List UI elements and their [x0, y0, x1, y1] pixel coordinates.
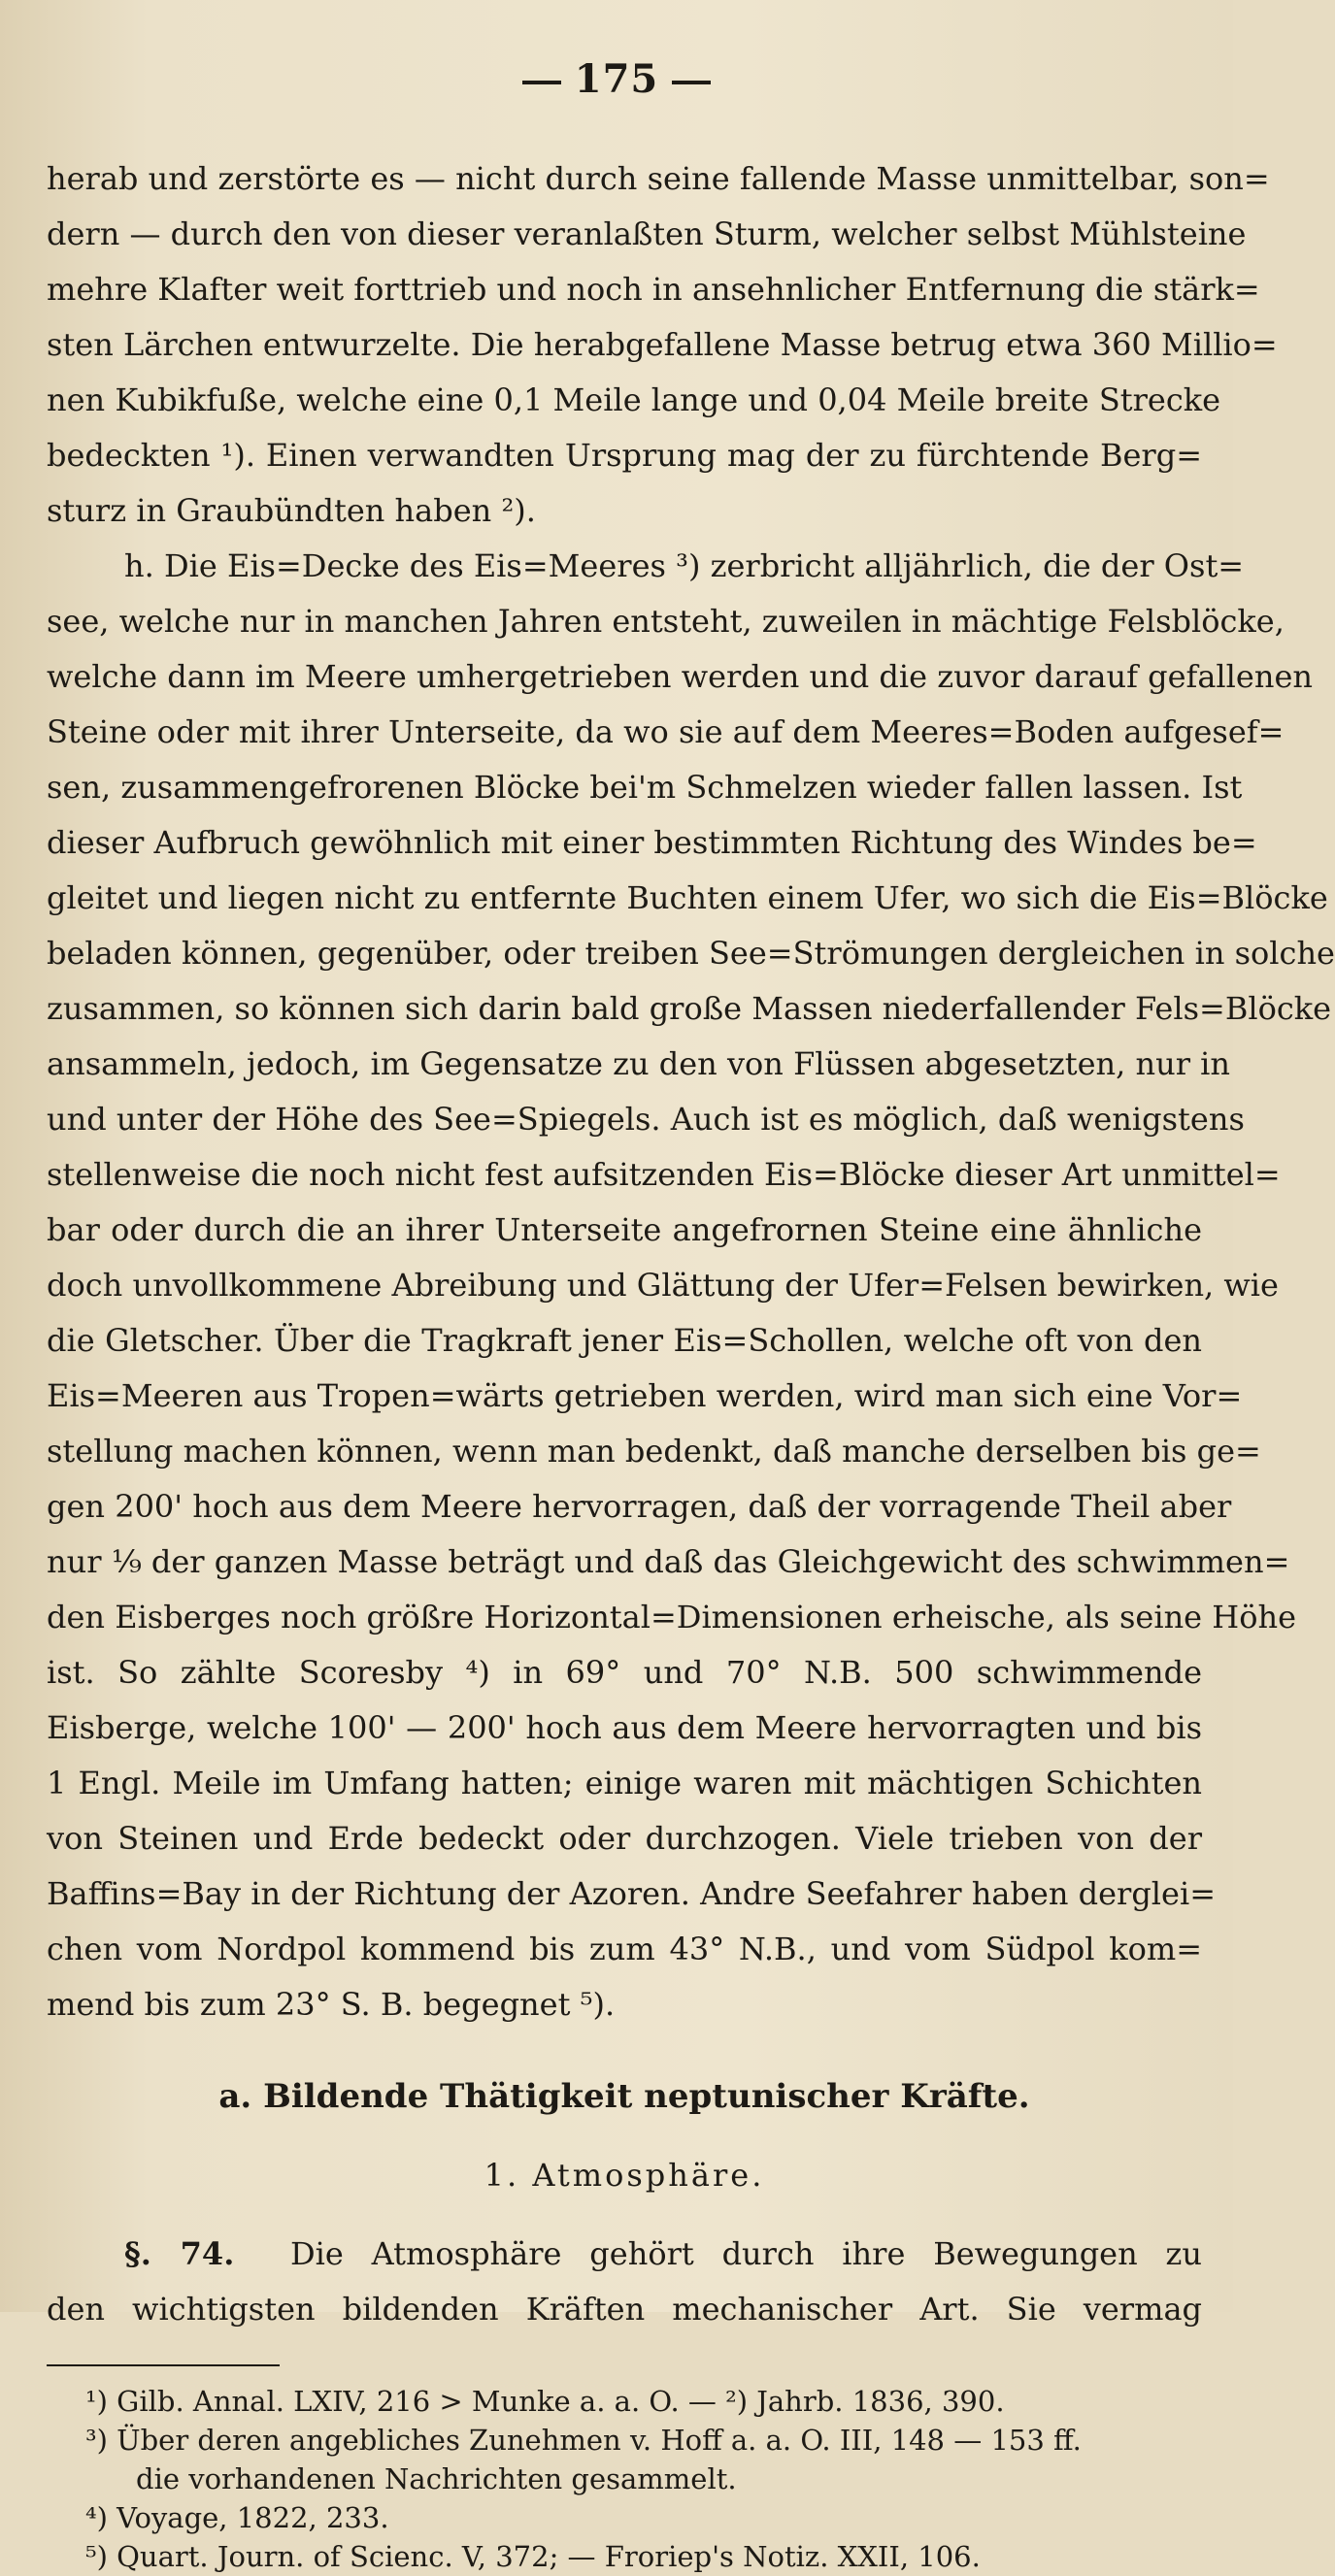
text-line: Eisberge, welche 100' — 200' hoch aus dem Meere hervorragten und bis: [47, 1709, 1202, 1746]
text-line: bedeckten ¹). Einen verwandten Ursprung mag der zu fürchtende Berg=: [47, 437, 1202, 474]
text-line: nur ⅑ der ganzen Masse beträgt und daß das Gleichgewicht des schwimmen=: [47, 1543, 1290, 1580]
section-text: Die Atmosphäre gehört durch ihre Bewegungen zu: [289, 2235, 1203, 2272]
paragraph-h: [47, 539, 1335, 2032]
text-line: gen 200' hoch aus dem Meere hervorragen, daß der vorragende Theil aber: [47, 1488, 1232, 1525]
text-line: 1 Engl. Meile im Umfang hatten; einige waren mit mächtigen Schichten: [47, 1765, 1202, 1801]
footnotes: [85, 2382, 1202, 2576]
text-line: mehre Klafter weit forttrieb und noch in ansehnlicher Entfernung die stärk=: [47, 271, 1260, 308]
text-line: herab und zerstörte es — nicht durch seine fallende Masse unmittelbar, son=: [47, 160, 1270, 197]
text-line: stellenweise die noch nicht fest aufsitzenden Eis=Blöcke dieser Art unmittel=: [47, 1156, 1281, 1193]
text-line: Baffins=Bay in der Richtung der Azoren. Andre Seefahrer haben derglei=: [47, 1875, 1217, 1912]
page-number-header: [0, 56, 1233, 102]
footnote: ⁵) Quart. Journ. of Scienc. V, 372; — Froriep's Notiz. XXII, 106.: [85, 2540, 981, 2573]
text-line: sturz in Graubündten haben ²).: [47, 492, 536, 529]
text-line: [47, 2227, 1202, 2282]
text-line: welche dann im Meere umhergetrieben werden und die zuvor darauf gefallenen: [47, 658, 1313, 695]
text-line: bar oder durch die an ihrer Unterseite angefrornen Steine eine ähnliche: [47, 1211, 1202, 1248]
footnote-continuation: die vorhandenen Nachrichten gesammelt.: [136, 2462, 737, 2495]
text-line: doch unvollkommene Abreibung und Glättung der Ufer=Felsen bewirken, wie: [47, 1267, 1279, 1304]
page-body: [47, 151, 1335, 2576]
footnote-rule: [47, 2364, 280, 2366]
text-line: dern — durch den von dieser veranlaßten Sturm, welcher selbst Mühlsteine: [47, 215, 1247, 252]
text-line: beladen können, gegenüber, oder treiben See=Strömungen dergleichen in solche: [47, 935, 1335, 972]
right-dash: [672, 81, 711, 84]
text-line: sen, zusammengefrorenen Blöcke bei'm Schmelzen wieder fallen lassen. Ist: [47, 769, 1243, 806]
spacer: [47, 2032, 1202, 2069]
text-line: Eis=Meeren aus Tropen=wärts getrieben werden, wird man sich eine Vor=: [47, 1377, 1243, 1414]
text-line: nen Kubikfuße, welche eine 0,1 Meile lange und 0,04 Meile breite Strecke: [47, 381, 1221, 418]
text-line: chen vom Nordpol kommend bis zum 43° N.B., und vom Südpol kom=: [47, 1931, 1202, 1967]
footnote: ⁴) Voyage, 1822, 233.: [85, 2501, 389, 2534]
footnote: ³) Über deren angebliches Zunehmen v. Hoff a. a. O. III, 148 — 153 ff.: [85, 2424, 1082, 2457]
text-line: mend bis zum 23° S. B. begegnet ⁵).: [47, 1986, 616, 2023]
text-line: see, welche nur in manchen Jahren entsteht, zuweilen in mächtige Felsblöcke,: [47, 603, 1285, 640]
page-number: 175: [574, 56, 659, 102]
text-line: die Gletscher. Über die Tragkraft jener Eis=Schollen, welche oft von den: [47, 1322, 1202, 1359]
section-number: §. 74.: [124, 2235, 235, 2272]
text-line: von Steinen und Erde bedeckt oder durchzogen. Viele trieben von der: [47, 1820, 1202, 1857]
footnote: ¹) Gilb. Annal. LXIV, 216 > Munke a. a. O. — ²) Jahrb. 1836, 390.: [85, 2385, 1005, 2418]
text-line: Steine oder mit ihrer Unterseite, da wo sie auf dem Meeres=Boden aufgesef=: [47, 713, 1285, 750]
text-line: dieser Aufbruch gewöhnlich mit einer bestimmten Richtung des Windes be=: [47, 824, 1257, 861]
section-heading: a. Bildende Thätigkeit neptunischer Kräfte.: [218, 2077, 1030, 2116]
paragraph-section-74: [47, 2227, 1202, 2337]
text-line: den wichtigsten bildenden Kräften mechanischer Art. Sie vermag: [47, 2291, 1202, 2328]
left-dash: [522, 81, 561, 84]
text-line: gleitet und liegen nicht zu entfernte Buchten einem Ufer, wo sich die Eis=Blöcke: [47, 879, 1328, 916]
text-line: sten Lärchen entwurzelte. Die herabgefallene Masse betrug etwa 360 Millio=: [47, 326, 1278, 363]
subsection-heading: 1. Atmosphäre.: [484, 2157, 765, 2194]
spacer: [47, 2125, 1202, 2148]
text-line: ist. So zählte Scoresby ⁴) in 69° und 70° N.B. 500 schwimmende: [47, 1654, 1202, 1691]
text-line: den Eisberges noch größre Horizontal=Dimensionen erheische, als seine Höhe: [47, 1599, 1296, 1635]
text-line: h. Die Eis=Decke des Eis=Meeres ³) zerbricht alljährlich, die der Ost=: [124, 547, 1245, 584]
text-line: stellung machen können, wenn man bedenkt, daß manche derselben bis ge=: [47, 1433, 1261, 1470]
text-line: ansammeln, jedoch, im Gegensatze zu den von Flüssen abgesetzten, nur in: [47, 1045, 1231, 1082]
text-line: und unter der Höhe des See=Spiegels. Auch ist es möglich, daß wenigstens: [47, 1101, 1245, 1138]
text-line: zusammen, so können sich darin bald große Massen niederfallender Fels=Blöcke: [47, 990, 1332, 1027]
paragraph-continued: [47, 151, 1278, 539]
spacer: [47, 2203, 1202, 2227]
